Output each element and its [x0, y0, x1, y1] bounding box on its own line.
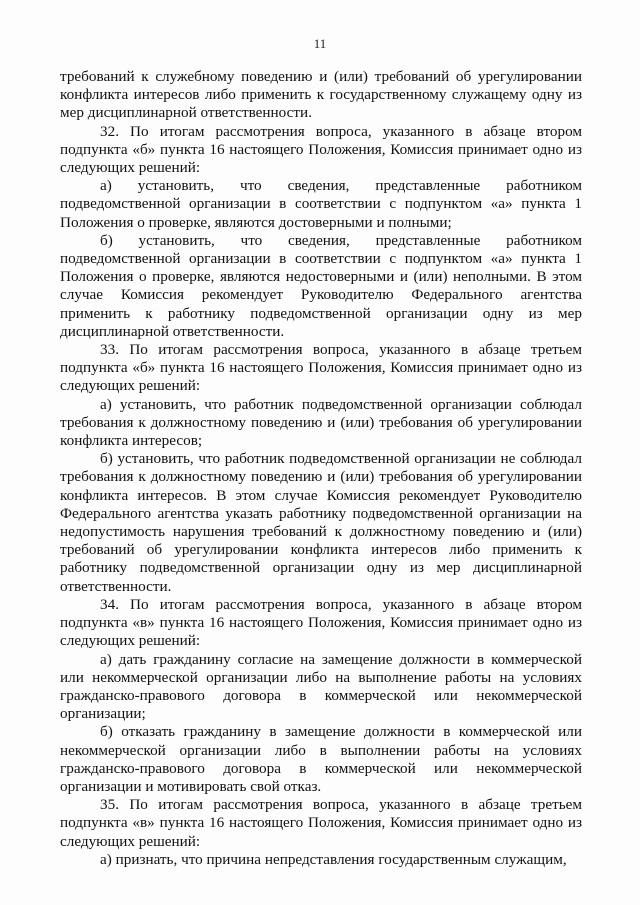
paragraph: б) установить, что сведения, представленные работником подведомственной организации в соответствии с подпунктом «а» пункта 1 Положения о проверке, являются недостоверными и (или) неполными. В этом случае Комиссия рекомендует Руководителю Федерального агентства применить к работнику подведомственной организации одну из мер дисциплинарной ответственности.: [60, 231, 582, 340]
paragraph: требований к служебному поведению и (или) требований об урегулировании конфликта интересов либо применить к государственному служащему одну из мер дисциплинарной ответственности.: [60, 68, 582, 122]
paragraph: б) установить, что работник подведомственной организации не соблюдал требования к должностному поведению и (или) требования об урегулировании конфликта интересов. В этом случае Комиссия рекомендует Руководителю Федерального агентства указать работнику подведомственной организации на недопустимость нарушения требований к должностному поведению и (или) требований об урегулировании конфликта интересов либо применить к работнику подведомственной организации одну из мер дисциплинарной ответственности.: [60, 450, 582, 595]
paragraph: а) установить, что сведения, представленные работником подведомственной организации в соответствии с подпунктом «а» пункта 1 Положения о проверке, являются достоверными и полными;: [60, 177, 582, 231]
paragraph: 35. По итогам рассмотрения вопроса, указанного в абзаце третьем подпункта «в» пункта 16 настоящего Положения, Комиссия принимает одно из следующих решений:: [60, 796, 582, 850]
paragraph: 32. По итогам рассмотрения вопроса, указанного в абзаце втором подпункта «б» пункта 16 настоящего Положения, Комиссия принимает одно из следующих решений:: [60, 122, 582, 177]
paragraph: б) отказать гражданину в замещение должности в коммерческой или некоммерческой организации либо в выполнении работы на условиях гражданско-правового договора в коммерческой или некоммерческой организации и мотивировать свой отказ.: [60, 723, 582, 795]
paragraph: 33. По итогам рассмотрения вопроса, указанного в абзаце третьем подпункта «б» пункта 16 настоящего Положения, Комиссия принимает одно из следующих решений:: [60, 341, 582, 395]
paragraph: а) установить, что работник подведомственной организации соблюдал требования к должностному поведению и (или) требования об урегулировании конфликта интересов;: [60, 395, 582, 450]
paragraph: 34. По итогам рассмотрения вопроса, указанного в абзаце втором подпункта «в» пункта 16 настоящего Положения, Комиссия принимает одно из следующих решений:: [60, 595, 582, 650]
document-body: [60, 68, 582, 869]
page-number: 11: [313, 36, 327, 51]
paragraph: а) дать гражданину согласие на замещение должности в коммерческой или некоммерческой организации либо на выполнение работы на условиях гражданско-правового договора в коммерческой или некоммерческой организации;: [60, 650, 582, 723]
paragraph: а) признать, что причина непредставления государственным служащим,: [100, 850, 567, 868]
